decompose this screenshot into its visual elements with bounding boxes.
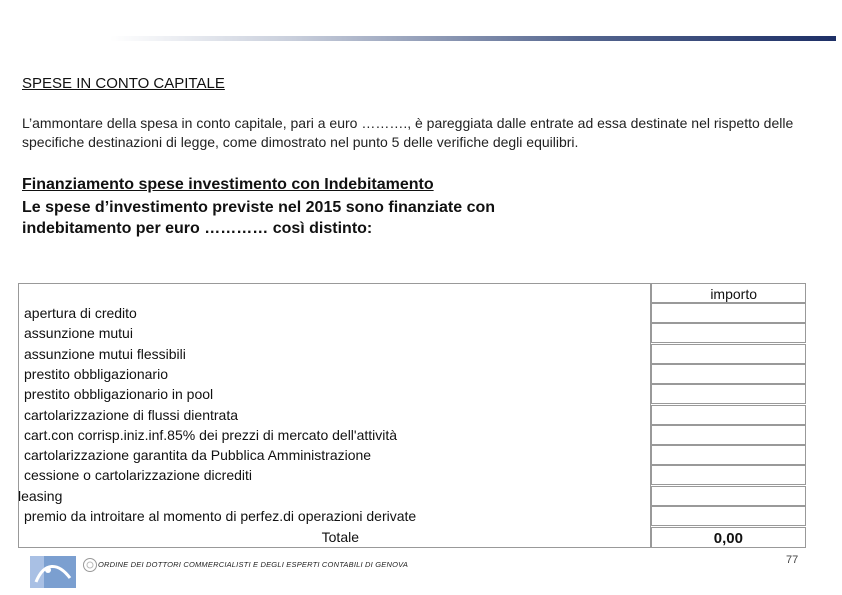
footer-organization: ORDINE DEI DOTTORI COMMERCIALISTI E DEGLI ESPERTI CONTABILI DI GENOVA — [98, 560, 409, 569]
amount-cell — [651, 445, 806, 465]
intro-paragraph: L’ammontare della spesa in conto capitale, pari a euro ………., è pareggiata dalle entrate ad essa destinate nel rispetto delle specifiche destinazioni di legge, come dimostrato nel punto 5 delle verifiche degli equilibri. — [22, 115, 794, 150]
table-row-total — [18, 527, 651, 548]
total-label: Totale — [321, 529, 359, 545]
amount-cell — [651, 506, 806, 526]
amount-header-cell — [651, 283, 806, 303]
amount-cell — [651, 384, 806, 404]
amount-header: importo — [710, 286, 757, 302]
table-row-label: cartolarizzazione di flussi dientrata — [24, 407, 238, 423]
table-row-label: cessione o cartolarizzazione dicrediti — [24, 467, 252, 483]
seal-icon — [82, 557, 98, 573]
page-number: 77 — [786, 554, 799, 566]
total-value: 0,00 — [713, 530, 743, 547]
amount-cell — [651, 465, 806, 485]
amount-cell — [651, 303, 806, 323]
amount-cell — [651, 364, 806, 384]
amount-cell — [651, 425, 806, 445]
amount-cell — [651, 405, 806, 425]
table-row-label: cartolarizzazione garantita da Pubblica Amministrazione — [24, 447, 372, 463]
financing-heading: Finanziamento spese investimento con Indebitamento — [22, 176, 434, 193]
table-row-label: prestito obbligazionario in pool — [24, 386, 214, 402]
section-heading: SPESE IN CONTO CAPITALE — [22, 75, 225, 92]
amount-cell — [651, 486, 806, 506]
financing-text: Le spese d’investimento previste nel 2015 sono finanziate con indebitamento per euro ………… così distinto: — [22, 199, 496, 237]
table-row-label: leasing — [18, 488, 63, 504]
table-row-label: apertura di credito — [24, 305, 137, 321]
table-row-label: assunzione mutui — [24, 325, 133, 341]
order-logo-icon — [30, 556, 76, 588]
amount-cell — [651, 323, 806, 343]
table-row-label: assunzione mutui flessibili — [24, 346, 186, 362]
total-amount-cell — [651, 527, 806, 548]
table-row-label: cart.con corrisp.iniz.inf.85% dei prezzi di mercato dell'attività — [24, 427, 398, 443]
header-gradient-bar — [110, 36, 836, 41]
table-row-label: prestito obbligazionario — [24, 366, 168, 382]
amount-cell — [651, 344, 806, 364]
table-row-label: premio da introitare al momento di perfez.di operazioni derivate — [24, 508, 417, 524]
